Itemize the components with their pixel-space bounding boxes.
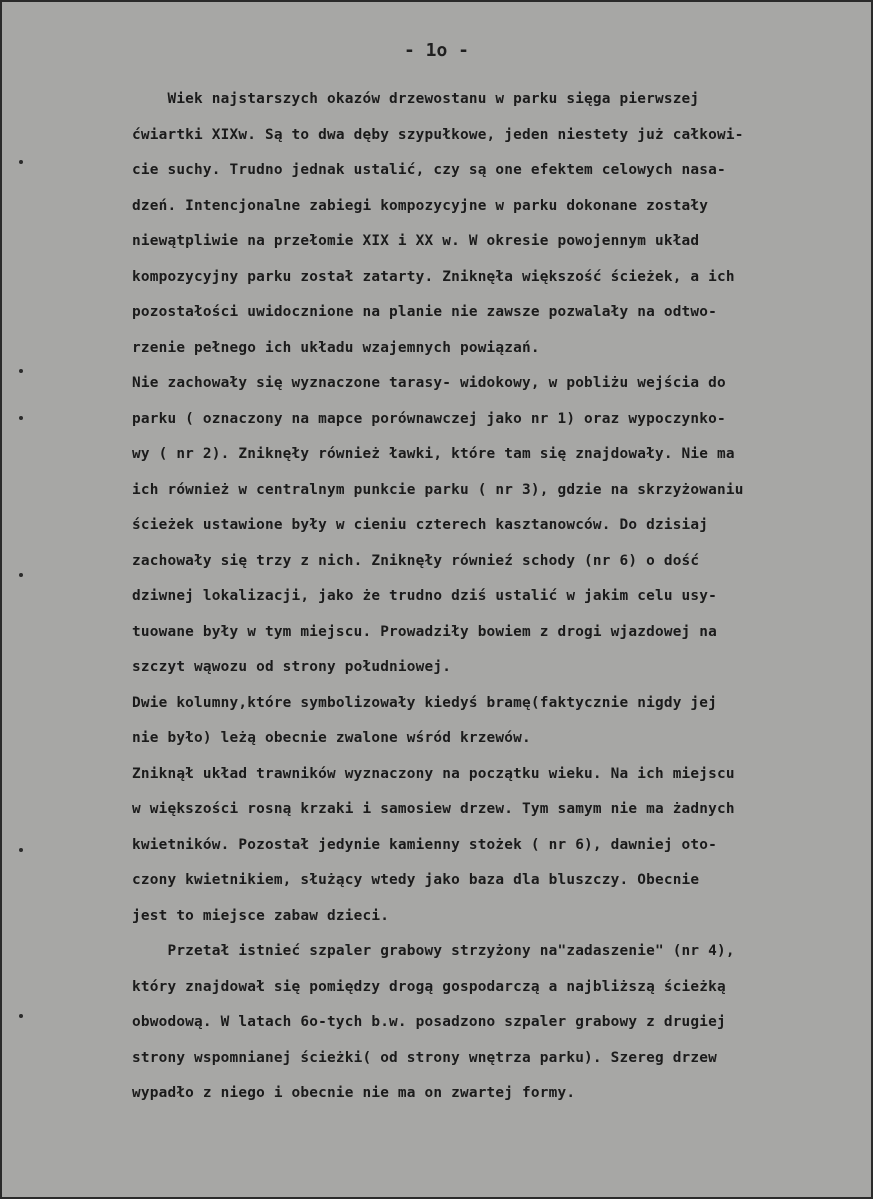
text-line: niewątpliwie na przełomie XIX i XX w. W okresie powojennym układ xyxy=(132,233,700,249)
text-line: szczyt wąwozu od strony południowej. xyxy=(132,659,452,675)
text-line: tuowane były w tym miejscu. Prowadziły bowiem z drogi wjazdowej na xyxy=(132,623,718,640)
text-line: pozostałości uwidocznione na planie nie zawsze pozwalały na odtwo- xyxy=(132,304,718,320)
margin-marks xyxy=(19,2,29,1197)
margin-dot xyxy=(19,369,23,373)
margin-dot xyxy=(19,416,23,420)
text-line: dziwnej lokalizacji, jako że trudno dziś ustalić w jakim celu usy- xyxy=(132,588,718,604)
body-text xyxy=(132,82,852,1112)
margin-dot xyxy=(19,848,23,852)
text-line: ćwiartki XIXw. Są to dwa dęby szypułkowe, jeden niestety już całkowi- xyxy=(132,126,744,143)
text-line: Przetał istnieć szpaler grabowy strzyżony na"zadaszenie" (nr 4), xyxy=(132,943,735,959)
text-line: rzenie pełnego ich układu wzajemnych powiązań. xyxy=(132,339,540,356)
text-line: dzeń. Intencjonalne zabiegi kompozycyjne w parku dokonane zostały xyxy=(132,197,709,214)
text-line: ścieżek ustawione były w cieniu czterech kasztanowców. Do dzisiaj xyxy=(132,517,709,533)
text-line: obwodową. W latach 6o-tych b.w. posadzono szpaler grabowy z drugiej xyxy=(132,1014,726,1030)
margin-dot xyxy=(19,160,23,164)
page-number: - 1o - xyxy=(403,40,470,61)
text-line: wypadło z niego i obecnie nie ma on zwartej formy. xyxy=(132,1085,576,1101)
text-line: kwietników. Pozostał jedynie kamienny stożek ( nr 6), dawniej oto- xyxy=(132,836,718,853)
text-line: kompozycyjny parku został zatarty. Zniknęła większość ścieżek, a ich xyxy=(132,268,735,285)
margin-dot xyxy=(19,573,23,577)
text-line: ich również w centralnym punkcie parku ( nr 3), gdzie na skrzyżowaniu xyxy=(132,481,744,498)
text-line: Zniknął układ trawników wyznaczony na początku wieku. Na ich miejscu xyxy=(132,765,735,782)
text-line: czony kwietnikiem, służący wtedy jako baza dla bluszczy. Obecnie xyxy=(132,872,700,888)
text-line: strony wspomnianej ścieżki( od strony wnętrza parku). Szereg drzew xyxy=(132,1049,718,1066)
text-line: cie suchy. Trudno jednak ustalić, czy są one efektem celowych nasa- xyxy=(132,162,726,178)
text-line: parku ( oznaczony na mapce porównawczej jako nr 1) oraz wypoczynko- xyxy=(132,410,726,427)
text-line: wy ( nr 2). Zniknęły również ławki, które tam się znajdowały. Nie ma xyxy=(132,446,735,462)
text-line: jest to miejsce zabaw dzieci. xyxy=(132,907,390,924)
text-line: który znajdował się pomiędzy drogą gospodarczą a najbliższą ścieżką xyxy=(132,978,726,995)
text-line: Dwie kolumny,które symbolizowały kiedyś bramę(faktycznie nigdy jej xyxy=(132,694,718,711)
text-line: Wiek najstarszych okazów drzewostanu w parku sięga pierwszej xyxy=(132,91,700,107)
margin-dot xyxy=(19,1014,23,1018)
text-line: w większości rosną krzaki i samosiew drzew. Tym samym nie ma żadnych xyxy=(132,801,735,817)
text-line: Nie zachowały się wyznaczone tarasy- widokowy, w pobliżu wejścia do xyxy=(132,375,726,391)
text-line: zachowały się trzy z nich. Zniknęły równieź schody (nr 6) o dość xyxy=(132,552,700,569)
text-line: nie było) leżą obecnie zwalone wśród krzewów. xyxy=(132,730,531,746)
